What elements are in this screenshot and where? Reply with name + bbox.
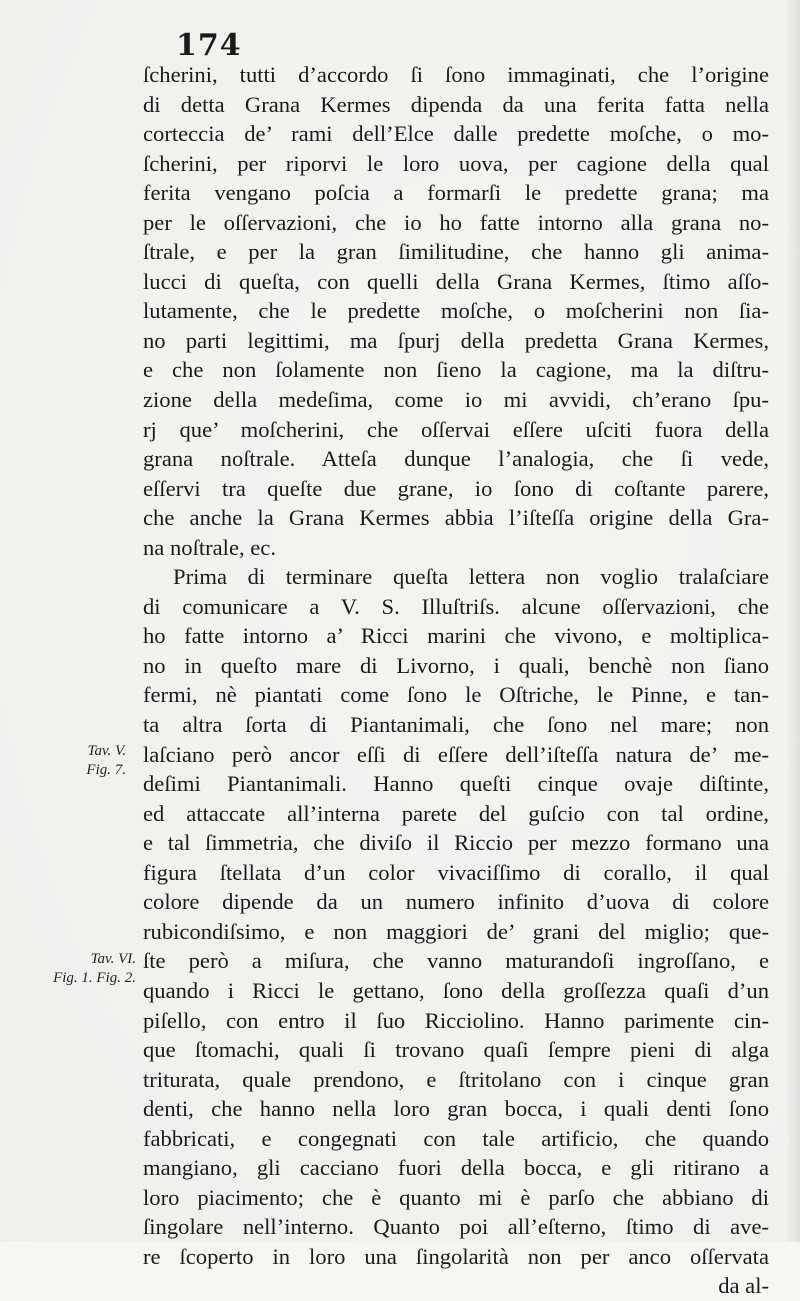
text-line: no parti legittimi, ma ſpurj della predetta Grana Kermes, xyxy=(143,327,769,353)
text-line: ſingolare nell’interno. Quanto poi all’eſterno, ſtimo di ave- xyxy=(143,1214,769,1240)
text-line: che anche la Grana Kermes abbia l’iſteſſa origine della Gra- xyxy=(143,505,769,531)
text-line: ho fatte intorno a’ Ricci marini che vivono, e moltiplica- xyxy=(143,623,769,649)
body-text xyxy=(143,60,769,1301)
text-line: loro piacimento; che è quanto mi è parſo che abbiano di xyxy=(143,1184,769,1210)
text-line: ed attaccate all’interna parete del guſcio con tal ordine, xyxy=(143,800,769,826)
text-line: di comunicare a V. S. Illuſtriſs. alcune oſſervazioni, che xyxy=(143,593,769,619)
text-line: na noſtrale, ec. xyxy=(143,534,276,560)
text-line: piſello, con entro il ſuo Ricciolino. Hanno parimente cin- xyxy=(143,1007,769,1033)
text-line: Prima di terminare queſta lettera non voglio tralaſciare xyxy=(173,564,769,590)
text-line: ta altra ſorta di Piantanimali, che ſono nel mare; non xyxy=(143,712,769,738)
text-line: zione della medeſima, come io mi avvidi, ch’erano ſpu- xyxy=(143,387,769,413)
text-line: que ſtomachi, quali ſi trovano quaſi ſempre pieni di alga xyxy=(143,1037,769,1063)
bleed-through-mark xyxy=(100,148,115,165)
text-line: ſte però a miſura, che vanno maturandoſi ingroſſano, e xyxy=(143,948,769,974)
text-line: rubicondiſsimo, e non maggiori de’ grani del miglio; que- xyxy=(143,918,769,944)
text-line: figura ſtellata d’un color vivaciſſimo di corallo, il qual xyxy=(143,859,769,885)
text-line: fermi, nè piantati come ſono le Oſtriche, le Pinne, e tan- xyxy=(143,682,769,708)
text-line: denti, che hanno nella loro gran bocca, i quali denti ſono xyxy=(143,1096,769,1122)
page-edge-shadow xyxy=(786,0,800,1242)
catchword: da al- xyxy=(718,1273,769,1299)
text-line: laſciano però ancor eſſi di eſſere dell’iſteſſa natura de’ me- xyxy=(143,741,769,767)
text-line: e tal ſimmetria, che diviſo il Riccio per mezzo formano una xyxy=(143,830,769,856)
text-line: rj que’ moſcherini, che oſſervai eſſere uſciti fuora della xyxy=(143,416,769,442)
text-line: grana noſtrale. Atteſa dunque l’analogia, che ſi vede, xyxy=(143,446,769,472)
text-line: lutamente, che le predette moſche, o moſcherini non ſia- xyxy=(143,298,769,324)
text-line: triturata, quale prendono, e ſtritolano con i cinque gran xyxy=(143,1066,769,1092)
margin-note-plate-reference: Tav. V. Fig. 7. xyxy=(86,743,126,778)
page-number: 174 xyxy=(176,28,242,63)
text-line: lucci di queſta, con quelli della Grana Kermes, ſtimo aſſo- xyxy=(143,268,769,294)
text-line: quando i Ricci le gettano, ſono della groſſezza quaſi d’un xyxy=(143,977,769,1003)
text-line: no in queſto mare di Livorno, i quali, benchè non ſiano xyxy=(143,652,769,678)
text-line: fabbricati, e congegnati con tale artificio, che quando xyxy=(143,1125,769,1151)
text-line: ſcherini, per riporvi le loro uova, per cagione della qual xyxy=(143,150,769,176)
text-line: per le oſſervazioni, che io ho fatte intorno alla grana no- xyxy=(143,209,769,235)
text-line: ſcherini, tutti d’accordo ſi ſono immaginati, che l’origine xyxy=(143,62,769,87)
text-line: deſimi Piantanimali. Hanno queſti cinque ovaje diſtinte, xyxy=(143,771,769,797)
text-line: eſſervi tra queſte due grane, io ſono di coſtante parere, xyxy=(143,475,769,501)
text-line: colore dipende da un numero infinito d’uova di colore xyxy=(143,889,769,915)
text-line: mangiano, gli cacciano fuori della bocca, e gli ritirano a xyxy=(143,1155,769,1181)
text-line: di detta Grana Kermes dipenda da una ferita fatta nella xyxy=(143,91,769,117)
text-line: e che non ſolamente non ſieno la cagione, ma la diſtru- xyxy=(143,357,769,383)
text-line: ſtrale, e per la gran ſimilitudine, che hanno gli anima- xyxy=(143,239,769,265)
text-line: ferita vengano poſcia a formarſi le predette grana; ma xyxy=(143,180,769,206)
text-line: re ſcoperto in loro una ſingolarità non per anco oſſervata xyxy=(143,1243,769,1269)
margin-note-plate-reference: Tav. VI. Fig. 1. Fig. 2. xyxy=(53,951,136,986)
text-line: corteccia de’ rami dell’Elce dalle predette moſche, o mo- xyxy=(143,121,769,147)
